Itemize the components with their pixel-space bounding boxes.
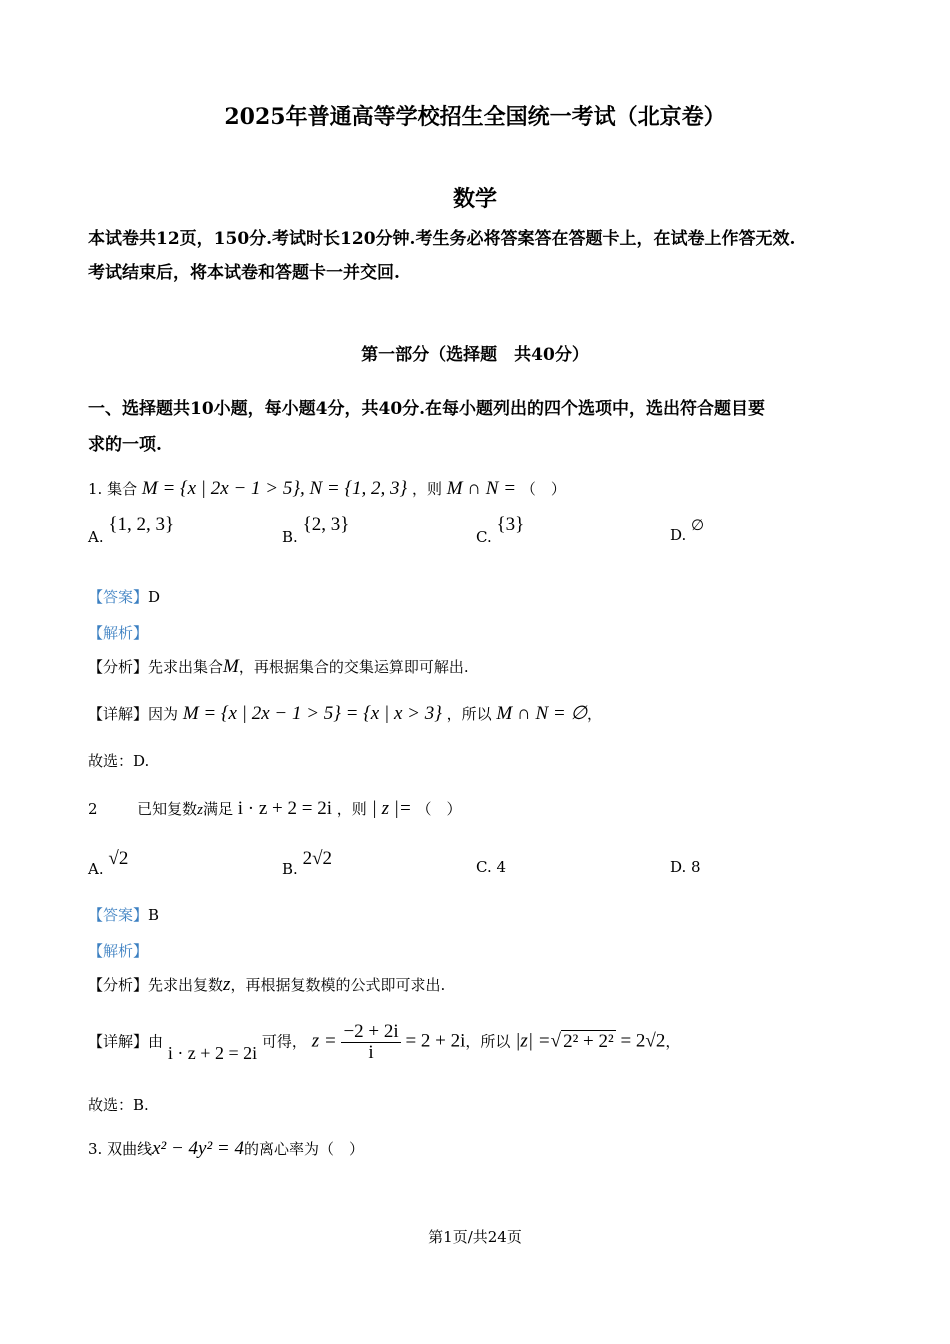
- fenxi-text: ，再根据集合的交集运算即可解出.: [238, 658, 469, 676]
- detail-expr: M ∩ N = ∅: [496, 703, 587, 724]
- intro-line-2: 考试结束后，将本试卷和答题卡一并交回.: [88, 263, 400, 283]
- q1-answer: [88, 586, 160, 607]
- detail-label: 【详解】: [88, 1032, 149, 1051]
- detail-expr: M = {x | 2x − 1 > 5} = {x | x > 3}: [182, 703, 442, 724]
- option-value: 2√2: [302, 848, 333, 869]
- detail-text: 因为: [148, 705, 179, 723]
- q1-ask: M ∩ N =: [446, 478, 517, 499]
- option-label: A.: [88, 528, 104, 546]
- detail-expr: = 2√2: [620, 1030, 666, 1052]
- option-label: B.: [282, 860, 298, 878]
- q3-suffix: 的离心率为（ ）: [244, 1140, 365, 1158]
- option-label: D.: [670, 526, 687, 544]
- fraction-denominator: i: [368, 1042, 374, 1063]
- q2-text: 满足: [202, 800, 233, 818]
- option-label: A.: [88, 860, 104, 878]
- fenxi-text: ，再根据复数模的公式即可求出.: [230, 976, 446, 994]
- option-label: D.: [670, 858, 687, 876]
- question-1: [88, 478, 566, 500]
- q1-option-a: [88, 514, 175, 548]
- q2-option-b: [282, 848, 333, 880]
- detail-expr: = 2 + 2i: [405, 1030, 466, 1052]
- q2-text: 已知复数: [137, 800, 198, 818]
- section-line-2: 求的一项.: [88, 435, 162, 455]
- q2-var: z: [197, 802, 203, 818]
- detail-expr: z =: [311, 1030, 337, 1052]
- detail-text: ，所以: [465, 1032, 511, 1051]
- page-footer: 第1页/共24页: [428, 1228, 522, 1246]
- option-label: B.: [282, 528, 298, 546]
- detail-text: 由: [148, 1032, 164, 1051]
- q1-detail: [88, 702, 602, 725]
- q3-prefix: 3. 双曲线: [88, 1140, 153, 1158]
- fenxi-var: z: [223, 974, 231, 995]
- q2-ask: | z |=: [371, 798, 412, 819]
- q2-fenxi: [88, 974, 445, 996]
- question-2: [88, 798, 462, 820]
- q2-text: ，则: [336, 800, 367, 818]
- detail-fraction: [341, 1022, 400, 1063]
- option-value: 4: [496, 858, 507, 876]
- q1-set-expr: M = {x | 2x − 1 > 5}, N = {1, 2, 3}: [141, 478, 408, 499]
- answer-label: 【答案】: [88, 906, 149, 924]
- part-heading: 第一部分（选择题 共40分）: [361, 345, 589, 365]
- question-3: [88, 1138, 364, 1160]
- option-value: {2, 3}: [302, 514, 350, 535]
- fenxi-var: M: [223, 656, 239, 677]
- subject-title: 数学: [452, 186, 497, 212]
- q1-mid: ，则: [411, 480, 442, 498]
- q2-option-a: [88, 848, 129, 880]
- option-label: C.: [476, 528, 492, 546]
- answer-value: D: [148, 588, 161, 606]
- detail-text: ，: [587, 705, 603, 723]
- detail-expr: |z| =: [515, 1030, 551, 1052]
- q1-prefix: 1. 集合: [88, 480, 138, 498]
- q2-paren: （ ）: [416, 800, 462, 818]
- q1-option-d: [670, 518, 705, 545]
- detail-text: ，所以: [446, 705, 492, 723]
- q1-analysis-label: 【解析】: [88, 624, 149, 642]
- detail-expr: i · z + 2 = 2i: [167, 1042, 258, 1063]
- fenxi-text: 先求出集合: [148, 658, 224, 676]
- detail-label: 【详解】: [88, 705, 149, 723]
- q3-expr: x² − 4y² = 4: [152, 1138, 244, 1159]
- detail-sqrt: 2² + 2²: [563, 1030, 614, 1052]
- fenxi-label: 【分析】: [88, 976, 149, 994]
- q2-detail: 【详解】由 i · z + 2 = 2i 可得， z = $\frac{-2 + 2i}{i}$ = 2 + 2i，所以 |z| =√ 2² + 2² = 2√2，: [88, 1021, 681, 1063]
- detail-text: ，: [665, 1032, 681, 1051]
- q2-choose: 故选：B.: [88, 1096, 149, 1114]
- q2-expr: i · z + 2 = 2i: [237, 798, 333, 819]
- q1-paren: （ ）: [520, 480, 566, 498]
- q1-fenxi: [88, 656, 469, 678]
- q1-choose: 故选：D.: [88, 752, 150, 770]
- fraction-numerator: −2 + 2i: [343, 1021, 399, 1042]
- section-line-1: 一、选择题共10小题，每小题4分，共40分.在每小题列出的四个选项中，选出符合题目要: [88, 399, 766, 419]
- option-value: √2: [108, 848, 129, 869]
- intro-line-1: 本试卷共12页，150分.考试时长120分钟.考生务必将答案答在答题卡上，在试卷上作答无效.: [88, 229, 796, 249]
- q2-analysis-label: 【解析】: [88, 942, 149, 960]
- answer-label: 【答案】: [88, 588, 149, 606]
- exam-title: 2025年普通高等学校招生全国统一考试（北京卷）: [224, 104, 726, 130]
- option-value: 8: [691, 858, 701, 876]
- q2-num: 2: [88, 800, 98, 818]
- option-label: C.: [476, 858, 492, 876]
- q2-answer: [88, 904, 159, 925]
- q2-option-c: [476, 858, 506, 876]
- option-value: ∅: [691, 518, 705, 534]
- fenxi-label: 【分析】: [88, 658, 149, 676]
- fenxi-text: 先求出复数: [148, 976, 224, 994]
- answer-value: B: [148, 906, 160, 924]
- detail-text: 可得，: [261, 1032, 307, 1051]
- q1-option-b: [282, 514, 350, 548]
- option-value: {3}: [496, 514, 525, 535]
- q1-option-c: [476, 514, 525, 548]
- q2-option-d: [670, 858, 701, 876]
- option-value: {1, 2, 3}: [108, 514, 175, 535]
